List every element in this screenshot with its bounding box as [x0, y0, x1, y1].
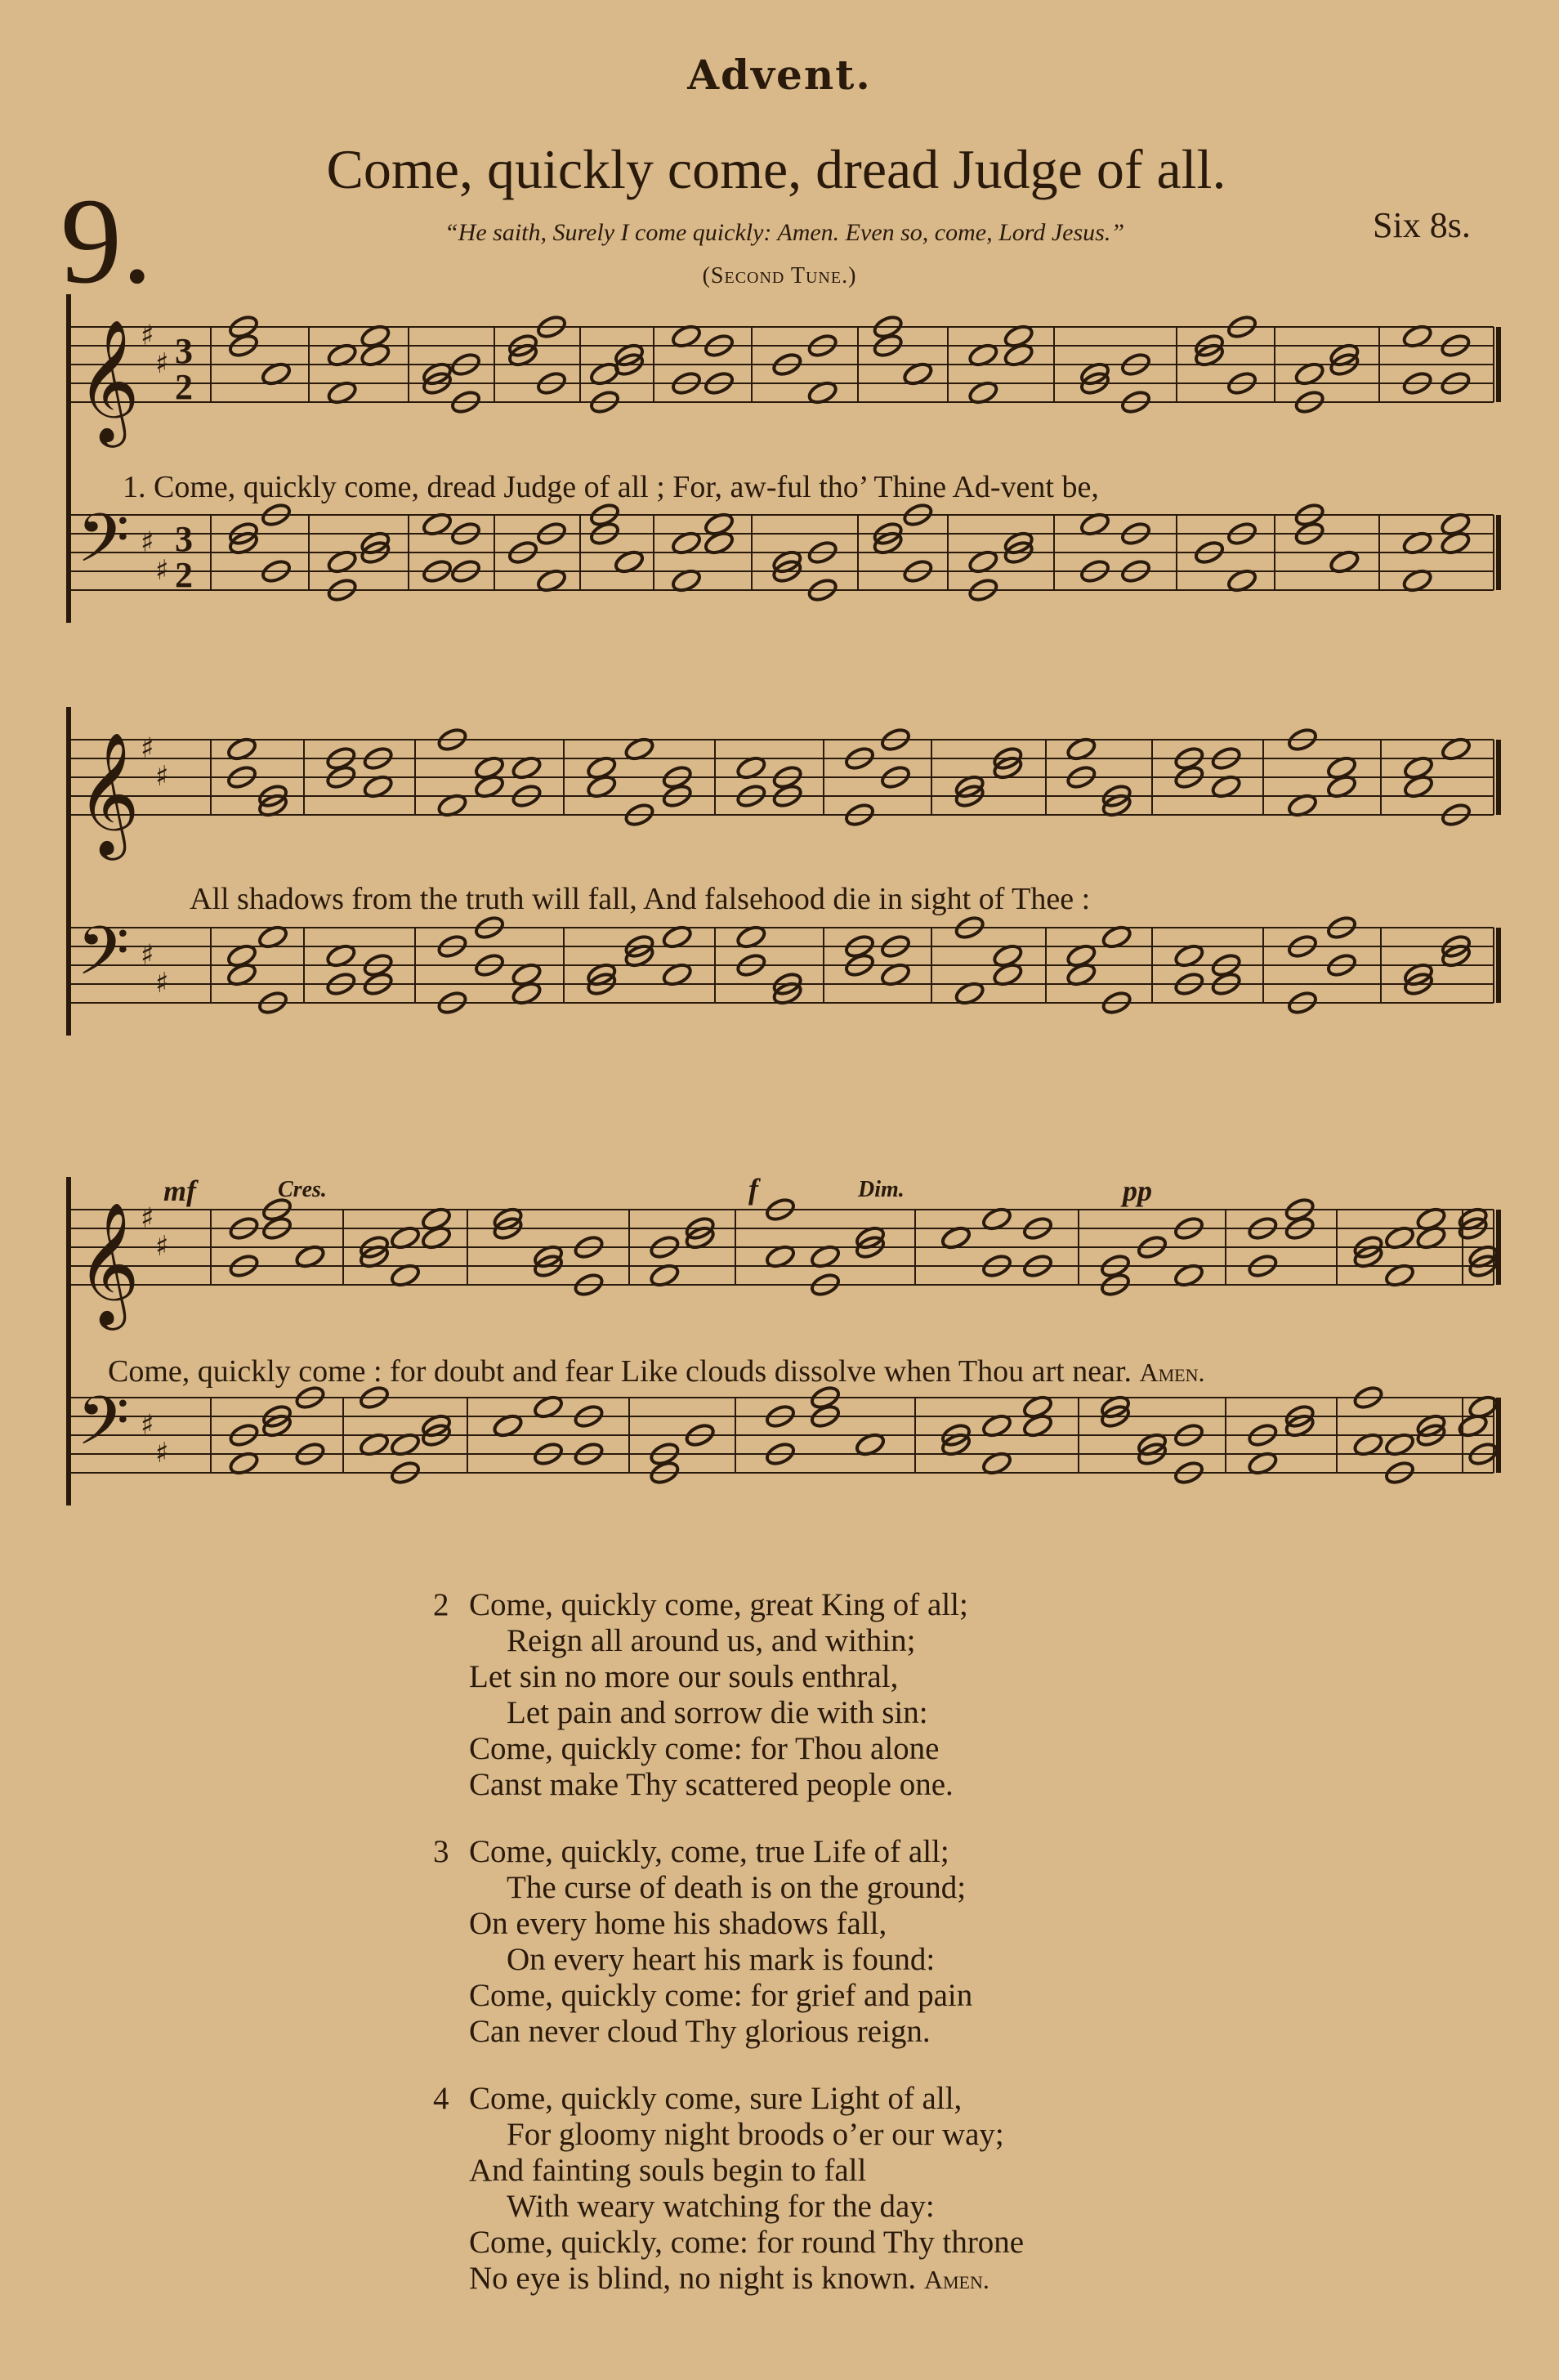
amen-verse: Amen. — [923, 2265, 989, 2294]
verse-number: 3 — [433, 1834, 449, 1869]
sharp-sign: ♯ — [141, 526, 154, 559]
dynamic-f: f — [748, 1173, 758, 1206]
verse-line: And fainting souls begin to fall — [469, 2153, 867, 2188]
lyric-line-1: 1. Come, quickly come, dread Judge of all ; For, aw-ful tho’ Thine Ad-vent be, — [123, 470, 1099, 504]
section-heading: Advent. — [687, 51, 872, 99]
lyric-line-2: All shadows from the truth will fall, And falsehood die in sight of Thee : — [190, 882, 1091, 916]
verse-line: Come, quickly, come: for round Thy throne — [469, 2225, 1025, 2260]
sharp-sign: ♯ — [155, 967, 169, 1000]
amen-music: Amen. — [1139, 1358, 1205, 1387]
verse-line: Come, quickly come, sure Light of all, — [469, 2081, 963, 2116]
tune-label: (Second Tune.) — [702, 263, 857, 289]
lyric-line-3 — [108, 1353, 1204, 1389]
dynamic-dim: Dim. — [858, 1177, 905, 1202]
bass-clef: 𝄢 — [77, 1381, 130, 1477]
time-signature-bottom: 2 — [175, 555, 193, 595]
time-signature-top: 3 — [175, 519, 193, 559]
sharp-sign: ♯ — [141, 1201, 154, 1235]
sharp-sign: ♯ — [141, 731, 154, 765]
verse-line: For gloomy night broods o’er our way; — [507, 2117, 1004, 2152]
verse-line: Come, quickly come: for grief and pain — [469, 1978, 973, 2013]
treble-clef: 𝄞 — [77, 731, 140, 855]
dynamic-cres: Cres. — [278, 1177, 327, 1202]
verse-line: On every heart his mark is found: — [507, 1942, 936, 1977]
treble-clef: 𝄞 — [77, 318, 140, 442]
sharp-sign: ♯ — [141, 319, 154, 352]
hymn-title: Come, quickly come, dread Judge of all. — [326, 138, 1226, 200]
verse-2 — [433, 1587, 968, 1803]
verse-line: Can never cloud Thy glorious reign. — [469, 2014, 931, 2049]
sharp-sign: ♯ — [155, 554, 169, 587]
hymn-number: 9. — [60, 173, 153, 309]
verse-number: 2 — [433, 1587, 449, 1622]
sharp-sign: ♯ — [141, 1408, 154, 1442]
lyric-line-3-text: Come, quickly come : for doubt and fear Like clouds dissolve when Thou art near. — [108, 1354, 1140, 1389]
scripture-epigraph: “He saith, Surely I come quickly: Amen. Even so, come, Lord Jesus.” — [444, 219, 1125, 246]
sharp-sign: ♯ — [155, 1230, 169, 1263]
verse-line: The curse of death is on the ground; — [507, 1870, 967, 1905]
verse-4 — [433, 2081, 1024, 2297]
verse-line: Let pain and sorrow die with sin: — [507, 1695, 928, 1730]
time-signature-bottom: 2 — [175, 367, 193, 407]
verse-line-text: No eye is blind, no night is known. — [469, 2261, 924, 2296]
verse-line: Let sin no more our souls enthral, — [469, 1659, 899, 1694]
sharp-sign: ♯ — [155, 1437, 169, 1470]
verse-line: Come, quickly come, great King of all; — [469, 1587, 968, 1622]
bass-clef: 𝄢 — [77, 499, 130, 594]
verse-line: On every home his shadows fall, — [469, 1906, 887, 1941]
sharp-sign: ♯ — [141, 938, 154, 972]
metre-label: Six 8s. — [1373, 205, 1471, 245]
dynamic-pp: pp — [1123, 1174, 1152, 1207]
verse-line: Come, quickly come: for Thou alone — [469, 1731, 940, 1766]
verse-line: Come, quickly, come, true Life of all; — [469, 1834, 949, 1869]
verse-line: Canst make Thy scattered people one. — [469, 1767, 954, 1802]
bass-clef: 𝄢 — [77, 911, 130, 1007]
sharp-sign: ♯ — [155, 347, 169, 380]
time-signature-top: 3 — [175, 331, 193, 371]
verse-number: 4 — [433, 2081, 449, 2116]
treble-clef: 𝄞 — [77, 1201, 140, 1325]
dynamic-mf: mf — [163, 1174, 196, 1207]
verse-line: With weary watching for the day: — [507, 2189, 935, 2224]
sharp-sign: ♯ — [155, 760, 169, 793]
verse-3 — [433, 1834, 972, 2050]
verse-line — [433, 2261, 1024, 2297]
verse-line: Reign all around us, and within; — [507, 1623, 916, 1658]
